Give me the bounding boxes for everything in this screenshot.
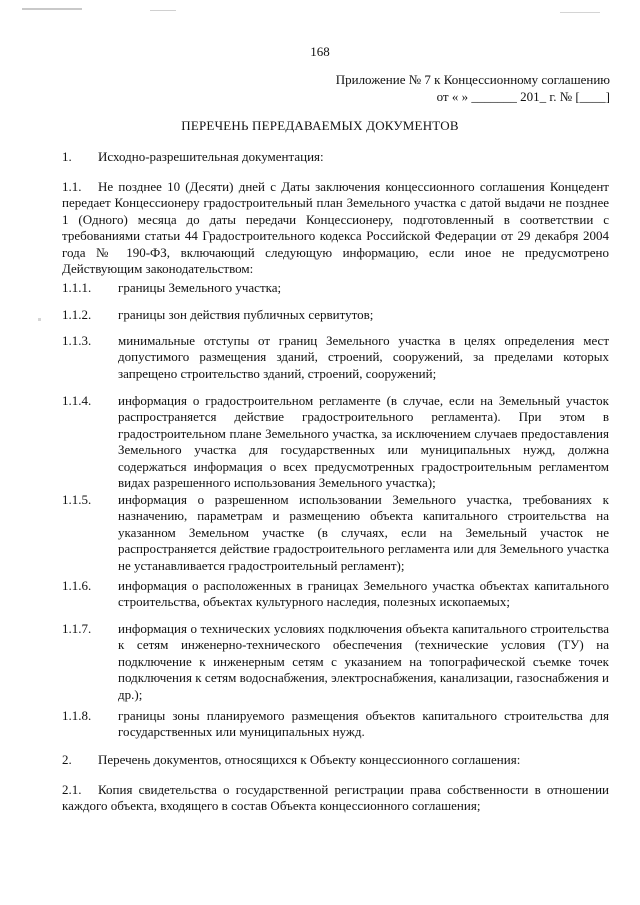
list-item-1-1-8 [62,708,609,741]
item-number: 1.1.8. [62,708,92,723]
clause-2-1 [62,782,609,815]
item-number: 1.1.2. [62,307,92,322]
appendix-reference: Приложение № 7 к Концессионному соглашению [335,72,610,87]
item-text: границы зоны планируемого размещения объектов капитального строительства для государственных или муниципальных нужд. [118,708,609,740]
section-number: 1. [62,149,72,164]
list-item-1-1-5 [62,492,609,574]
list-item-1-1-4 [62,393,609,491]
section-text: Перечень документов, относящихся к Объекту концессионного соглашения: [98,752,521,767]
scan-speck [22,8,82,10]
clause-number: 2.1. [62,782,82,797]
scan-speck [38,318,41,321]
item-number: 1.1.6. [62,578,92,593]
list-item-1-1-1 [62,280,609,296]
document-title: ПЕРЕЧЕНЬ ПЕРЕДАВАЕМЫХ ДОКУМЕНТОВ [181,118,459,133]
item-text: информация о технических условиях подключения объекта капитального строительства к сетям инженерно-технического обеспечения (технические условия (ТУ) на подключение к инженерным сетям с указанием на топографической съемке точек подключения к сетям водоснабжения, электроснабжения, канализации, газоснабжения и др.); [118,621,609,702]
item-text: минимальные отступы от границ Земельного участка в целях определения мест допустимого размещения зданий, строений, сооружений, за пределами которых запрещено строительство зданий, строений, сооружений; [118,333,609,381]
item-text: границы Земельного участка; [118,280,282,295]
item-text: информация о расположенных в границах Земельного участка объектах капитального строительства, объектах культурного наследия, полезных ископаемых; [118,578,609,610]
scan-speck [150,10,176,11]
clause-text: Копия свидетельства о государственной регистрации права собственности в отношении каждого объекта, входящего в состав Объекта концессионного соглашения; [62,782,609,814]
clause-text: Не позднее 10 (Десяти) дней с Даты заключения концессионного соглашения Концедент передает Концессионеру градостроительный план Земельного участка с датой выдачи не позднее 1 (Одного) месяца до даты передачи Концессионеру, подготовленный в соответствии с требованиями статьи 44 Градостроительного кодекса Российской Федерации от 29 декабря 2004 года № 190-ФЗ, включающий следующую информацию, если иное не предусмотрено Действующим законодательством: [62,179,609,277]
list-item-1-1-6 [62,578,609,611]
list-item-1-1-2 [62,307,609,323]
item-text: информация о градостроительном регламенте (в случае, если на Земельный участок распространяется действие градостроительного регламента). При этом в градостроительном плане Земельного участка, за исключением случаев предоставления Земельного участка для государственных или муниципальных нужд, должна содержаться информация о всех предусмотренных градостроительным регламентом видах разрешенного использования Земельного участка); [118,393,609,491]
appendix-date-number: от « » _______ 201_ г. № [____] [436,89,610,104]
list-item-1-1-7 [62,621,609,703]
item-number: 1.1.1. [62,280,92,295]
section-text: Исходно-разрешительная документация: [98,149,324,164]
page-number: 168 [310,44,330,59]
item-number: 1.1.5. [62,492,92,507]
clause-number: 1.1. [62,179,82,194]
item-text: границы зон действия публичных сервитутов; [118,307,374,322]
item-number: 1.1.4. [62,393,92,408]
item-number: 1.1.7. [62,621,92,636]
item-number: 1.1.3. [62,333,92,348]
section-number: 2. [62,752,72,767]
scan-speck [560,12,600,13]
item-text: информация о разрешенном использовании Земельного участка, требованиях к назначению, параметрам и размещению объекта капитального строительства на указанном Земельном участке (в случаях, если на Земельный участок не распространяется действие градостроительного регламента или для Земельного участка не устанавливается градостроительный регламент); [118,492,609,573]
list-item-1-1-3 [62,333,609,382]
clause-1-1 [62,179,609,277]
